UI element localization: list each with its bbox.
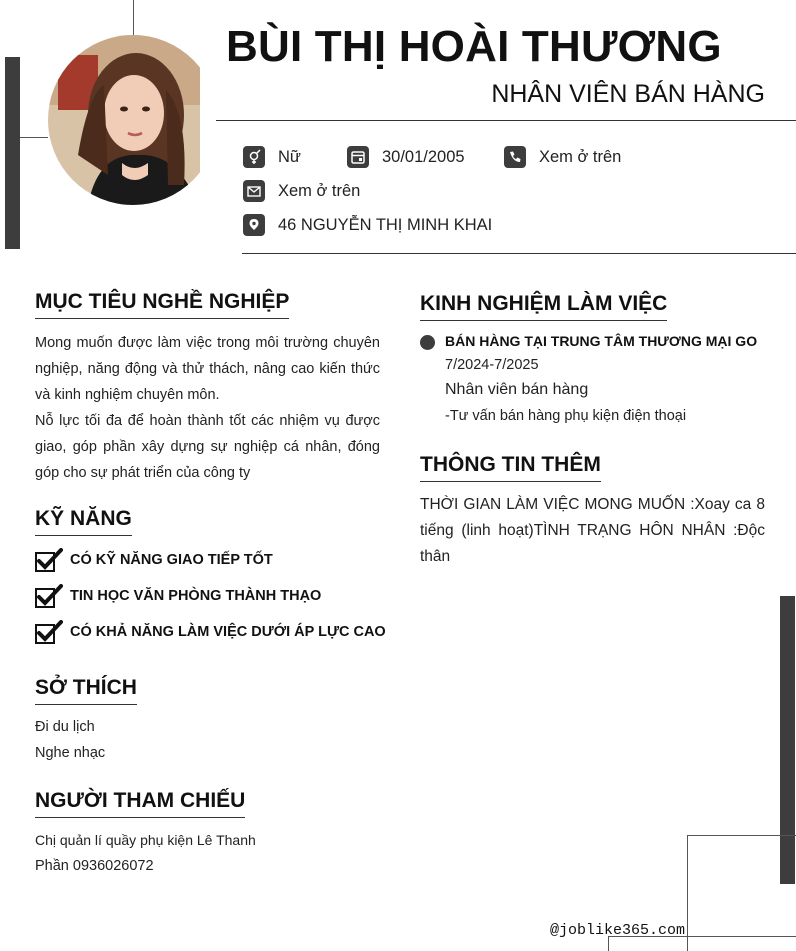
gender-info [243,146,301,168]
objective-text-1: Mong muốn được làm việc trong môi trường chuyên nghiệp, năng động và thử thách, nâng cao kiến thức và kinh nghiệm chuyên môn. [35,335,380,403]
skill-label: TIN HỌC VĂN PHÒNG THÀNH THẠO [70,588,322,604]
phone-info [504,146,621,168]
decorative-line-left [20,137,48,138]
birthday-value: 30/01/2005 [382,147,465,166]
phone-icon [504,146,526,168]
email-value: Xem ở trên [278,181,361,200]
skills-heading: KỸ NĂNG [35,507,132,536]
skill-label: CÓ KHẢ NĂNG LÀM VIỆC DƯỚI ÁP LỰC CAO [70,624,386,640]
candidate-name: BÙI THỊ HOÀI THƯƠNG [226,22,722,71]
gender-icon [243,146,265,168]
timeline-bullet-icon [420,335,435,350]
hobbies-heading: SỞ THÍCH [35,676,137,705]
checkbox-checked-icon [35,548,63,572]
decorative-line-top [133,0,134,40]
email-info [243,180,360,202]
objective-text-2: Nỗ lực tối đa để hoàn thành tốt các nhiệm vụ được giao, góp phần xây dựng sự nghiệp cá nhân, đóng góp cho sự phát triển của công ty [35,413,380,481]
experience-period: 7/2024-7/2025 [445,357,539,373]
location-icon [243,214,265,236]
experience-description: -Tư vấn bán hàng phụ kiện điện thoại [445,408,687,424]
experience-role: Nhân viên bán hàng [445,381,589,398]
experience-company: BÁN HÀNG TẠI TRUNG TÂM THƯƠNG MẠI GO [445,333,758,349]
address-info [243,214,492,236]
birthday-info [347,146,465,168]
checkbox-checked-icon [35,584,63,608]
decorative-bar-left [5,57,20,249]
skill-label: CÓ KỸ NĂNG GIAO TIẾP TỐT [70,552,273,568]
address-value: 46 NGUYỄN THỊ MINH KHAI [278,215,493,234]
email-icon [243,180,265,202]
candidate-position: NHÂN VIÊN BÁN HÀNG [491,80,765,108]
skill-item [35,620,386,644]
contact-divider [242,253,796,254]
avatar [48,35,218,205]
extra-info-text: THỜI GIAN LÀM VIỆC MONG MUỐN :Xoay ca 8 tiếng (linh hoạt)TÌNH TRẠNG HÔN NHÂN :Độc thân [420,496,765,565]
hobby-item: Nghe nhạc [35,745,106,761]
objective-heading: MỤC TIÊU NGHỀ NGHIỆP [35,290,289,319]
phone-value: Xem ở trên [539,147,622,166]
hobby-item: Đi du lịch [35,719,95,735]
references-heading: NGƯỜI THAM CHIẾU [35,789,245,818]
extra-info-heading: THÔNG TIN THÊM [420,453,601,482]
gender-value: Nữ [278,147,301,166]
decorative-box-bottom-right [687,835,796,951]
reference-line-1: Chị quản lí quầy phụ kiện Lê Thanh [35,832,256,848]
header-divider [216,120,796,121]
checkbox-checked-icon [35,620,63,644]
experience-heading: KINH NGHIỆM LÀM VIỆC [420,292,667,321]
reference-line-2: Phần 0936026072 [35,858,154,874]
skill-item [35,584,321,608]
watermark: @joblike365.com [550,922,686,939]
skill-item [35,548,273,572]
calendar-icon [347,146,369,168]
